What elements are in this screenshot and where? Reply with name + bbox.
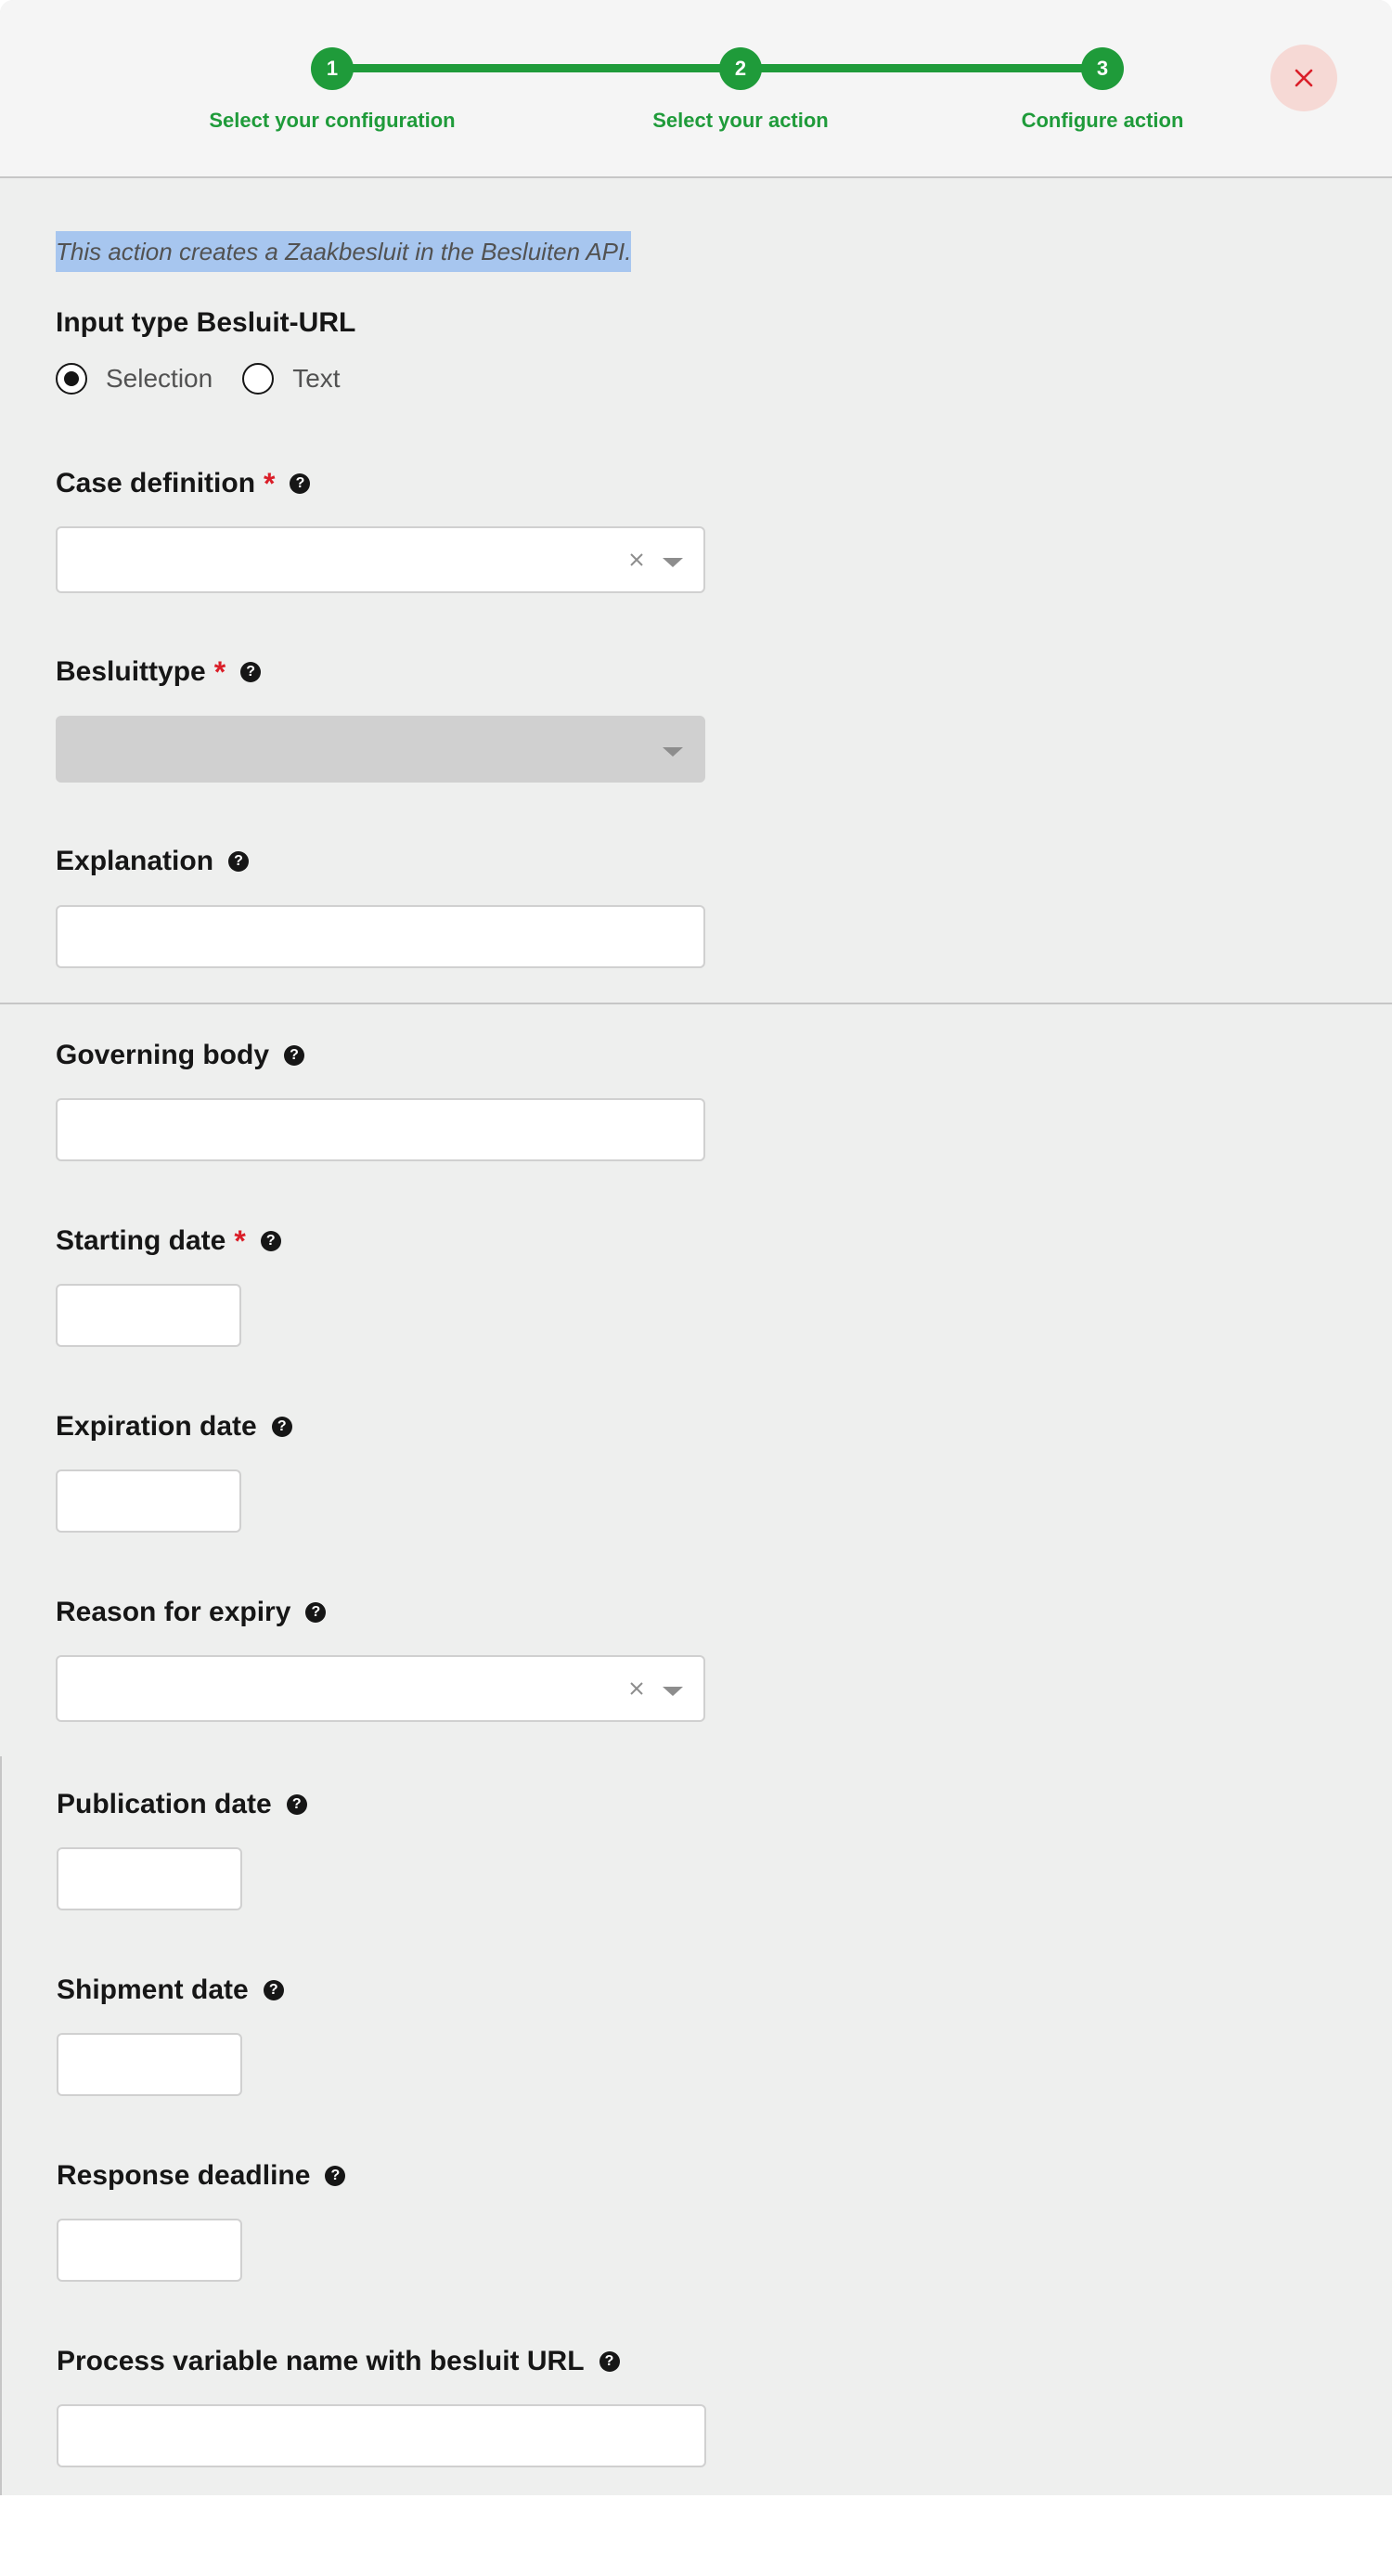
chevron-down-icon — [663, 747, 683, 757]
response-deadline-label — [57, 2160, 345, 2192]
help-icon[interactable]: ? — [261, 1231, 281, 1251]
reason-for-expiry-label — [56, 1597, 326, 1628]
explanation-input[interactable] — [56, 905, 705, 968]
case-definition-label — [56, 468, 310, 499]
stepper-header — [0, 0, 1392, 178]
governing-body-input[interactable] — [56, 1098, 705, 1161]
process-variable-label — [57, 2346, 620, 2377]
required-marker: * — [234, 1224, 246, 1258]
radio-text-circle[interactable] — [242, 363, 274, 395]
panel-edge — [0, 1756, 2, 2495]
shipment-date-input[interactable] — [57, 2033, 242, 2096]
close-icon — [1294, 68, 1314, 88]
case-definition-select[interactable] — [56, 526, 705, 593]
help-icon[interactable]: ? — [287, 1794, 307, 1815]
help-icon[interactable]: ? — [599, 2351, 620, 2372]
chevron-down-icon[interactable] — [663, 558, 683, 567]
required-marker: * — [264, 467, 276, 500]
explanation-label-text: Explanation — [56, 846, 214, 876]
help-icon[interactable]: ? — [228, 851, 249, 872]
step-connector-2-3 — [741, 64, 1102, 72]
expiration-date-input[interactable] — [56, 1469, 241, 1533]
response-deadline-input[interactable] — [57, 2219, 242, 2282]
input-type-label-text: Input type Besluit-URL — [56, 307, 356, 338]
reason-for-expiry-select[interactable] — [56, 1655, 705, 1722]
input-type-radio-group — [56, 363, 370, 395]
besluittype-label-text: Besluittype — [56, 656, 206, 687]
publication-date-input[interactable] — [57, 1847, 242, 1910]
step-connector-1-2 — [332, 64, 741, 72]
besluittype-label — [56, 656, 261, 688]
starting-date-input[interactable] — [56, 1284, 241, 1347]
explanation-label — [56, 846, 249, 877]
help-icon[interactable]: ? — [290, 473, 310, 494]
publication-date-label-text: Publication date — [57, 1789, 272, 1819]
radio-text[interactable] — [242, 363, 340, 395]
starting-date-label-text: Starting date — [56, 1225, 226, 1256]
help-icon[interactable]: ? — [264, 1980, 284, 2000]
required-marker: * — [213, 655, 226, 689]
step-1-indicator[interactable]: 1 — [311, 47, 354, 90]
chevron-down-icon[interactable] — [663, 1687, 683, 1696]
help-icon[interactable]: ? — [240, 662, 261, 682]
help-icon[interactable]: ? — [272, 1417, 292, 1437]
process-variable-label-text: Process variable name with besluit URL — [57, 2346, 585, 2376]
governing-body-label — [56, 1040, 304, 1071]
radio-selection[interactable] — [56, 363, 213, 395]
process-variable-input[interactable] — [57, 2404, 706, 2467]
starting-date-label — [56, 1225, 281, 1257]
step-2-indicator[interactable]: 2 — [719, 47, 762, 90]
publication-date-label — [57, 1789, 307, 1820]
expiration-date-label — [56, 1411, 292, 1443]
help-icon[interactable]: ? — [284, 1045, 304, 1066]
radio-selection-label[interactable]: Selection — [106, 364, 213, 393]
radio-text-label[interactable]: Text — [292, 364, 341, 393]
governing-body-label-text: Governing body — [56, 1040, 270, 1070]
radio-selection-circle[interactable] — [56, 363, 87, 395]
input-type-label — [56, 307, 355, 339]
action-description: This action creates a Zaakbesluit in the Besluiten API. — [56, 231, 631, 272]
case-definition-label-text: Case definition — [56, 468, 256, 498]
radio-selected-dot — [64, 371, 79, 386]
step-3-indicator[interactable]: 3 — [1081, 47, 1124, 90]
close-button[interactable] — [1270, 45, 1337, 111]
clear-icon[interactable] — [627, 550, 646, 569]
shipment-date-label — [57, 1974, 284, 2006]
besluittype-select — [56, 716, 705, 783]
help-icon[interactable]: ? — [305, 1602, 326, 1623]
reason-for-expiry-label-text: Reason for expiry — [56, 1597, 291, 1627]
expiration-date-label-text: Expiration date — [56, 1411, 257, 1442]
section-divider — [0, 1003, 1392, 1004]
step-3-label[interactable]: Configure action — [1021, 109, 1184, 132]
shipment-date-label-text: Shipment date — [57, 1974, 249, 2005]
help-icon[interactable]: ? — [325, 2166, 345, 2186]
clear-icon[interactable] — [627, 1679, 646, 1698]
step-2-label[interactable]: Select your action — [652, 109, 829, 132]
response-deadline-label-text: Response deadline — [57, 2160, 311, 2191]
step-1-label[interactable]: Select your configuration — [209, 109, 456, 132]
